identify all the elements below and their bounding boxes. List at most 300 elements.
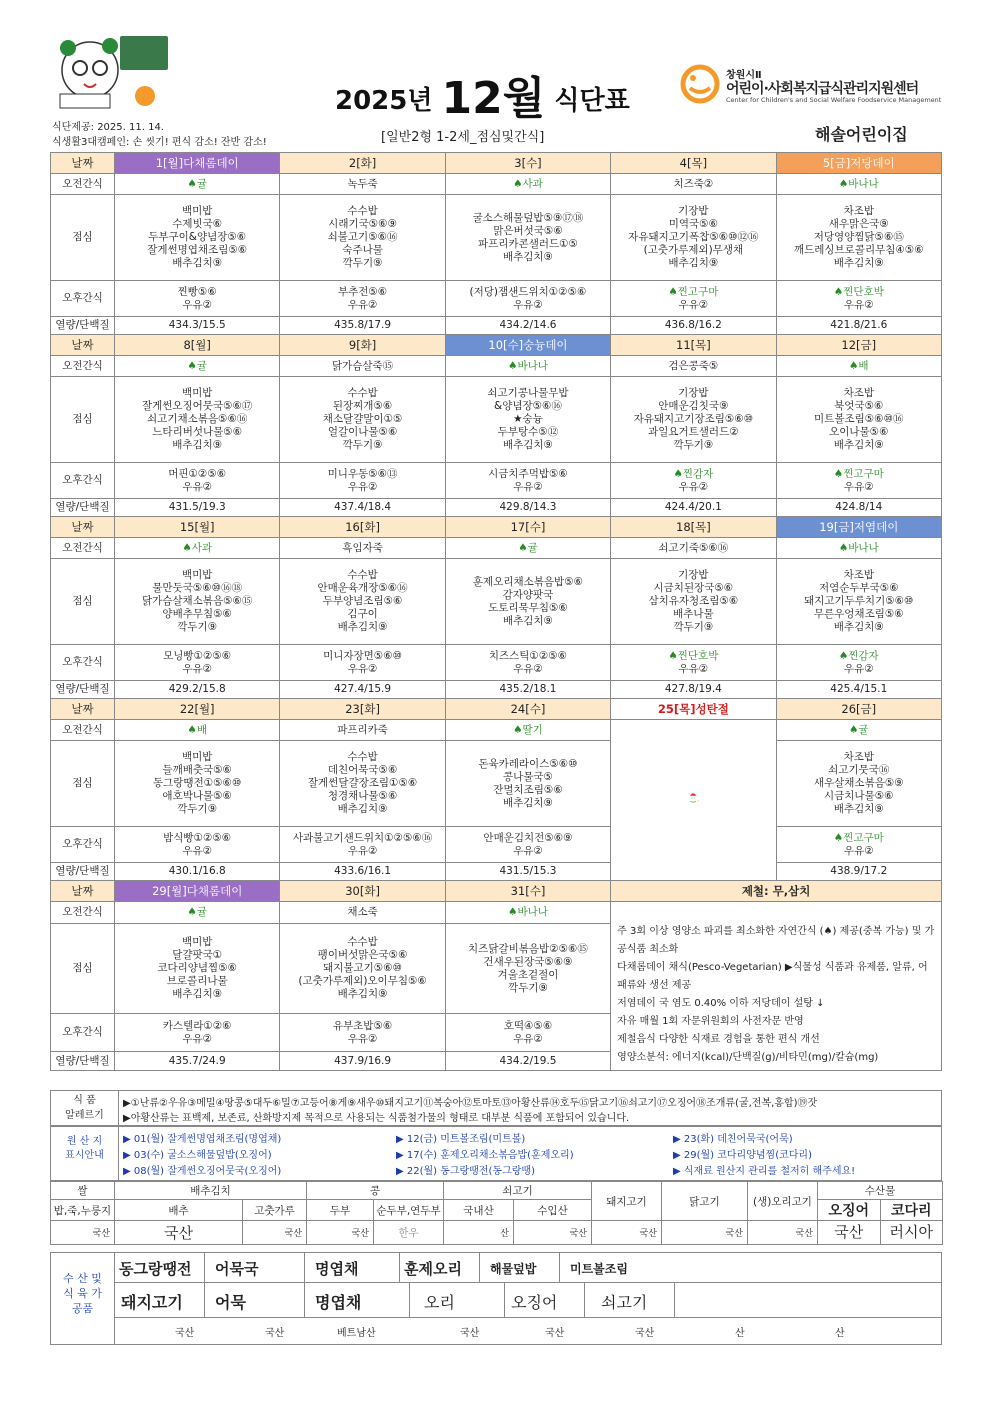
proc-val: 국산	[265, 1328, 285, 1339]
menu-item: 물만둣국⑤⑥⑩⑯⑱	[152, 582, 243, 594]
pm-snack	[776, 463, 941, 499]
menu-table	[50, 152, 942, 1071]
lunch-menu	[115, 924, 280, 1014]
am-snack-label: 오전간식	[51, 720, 115, 741]
calorie-value: 437.9/16.9	[280, 1052, 445, 1071]
snack-item: 시금치주먹밥⑤⑥	[488, 467, 568, 480]
menu-item: 감자양팟국	[502, 588, 554, 601]
lunch-menu	[280, 741, 445, 827]
menu-item: 잘게썬달걀장조림①⑤⑥	[307, 777, 418, 789]
snack-item: ♠찐단호박	[668, 649, 719, 662]
snack-item: 유부초밥⑤⑥	[332, 1019, 393, 1032]
day-header: 1[월]다채롬데이	[115, 153, 280, 174]
am-snack: ♠사과	[445, 174, 610, 195]
lunch-menu	[611, 559, 776, 645]
menu-item: 잘게썬명엽채조림⑤⑥	[147, 244, 248, 256]
pm-snack	[611, 281, 776, 317]
snowman-icon	[612, 790, 774, 810]
proc-name2: 쇠고기	[585, 1283, 675, 1317]
proc-name2: 돼지고기	[115, 1283, 205, 1317]
ing-val: 국산	[662, 1221, 748, 1245]
menu-item: 들깨배춧국⑤⑥	[162, 764, 232, 776]
proc-name2: 명엽채	[305, 1283, 410, 1317]
menu-item: ★숭늉	[513, 413, 543, 425]
day-header: 29[월]다채롬데이	[115, 881, 280, 902]
menu-type: [일반2형 1-2세_점심및간식]	[381, 130, 545, 145]
menu-item: 새우살채소볶음⑤⑨	[813, 777, 904, 789]
menu-item: 과일요거트샐러드②	[648, 426, 739, 438]
menu-item: 달걀팟국①	[172, 949, 223, 962]
menu-item: &양념장⑤⑥⑯	[494, 400, 562, 412]
snack-item: 우유②	[182, 844, 213, 857]
calorie-value: 429.2/15.8	[115, 681, 280, 699]
menu-item: 안매운육개장⑤⑥⑯	[317, 582, 408, 594]
menu-item: 콩나물국⑤	[502, 770, 553, 783]
menu-item: 파프리카콘샐러드①⑤	[477, 237, 578, 250]
day-header: 26[금]	[776, 699, 941, 720]
ing-head: 닭고기	[662, 1182, 748, 1221]
pm-snack-label: 오후간식	[51, 645, 115, 681]
day-header: 8[월]	[115, 335, 280, 356]
day-header: 23[화]	[280, 699, 445, 720]
school-name: 해솔어린이집	[815, 125, 908, 144]
menu-item: 기장밥	[678, 205, 709, 217]
menu-item: 두부탕수⑤⑫	[497, 426, 559, 438]
lunch-label: 점심	[51, 559, 115, 645]
pm-snack	[115, 281, 280, 317]
menu-item: 백미밥	[181, 387, 213, 399]
menu-item: 배추김치⑨	[502, 250, 553, 263]
day-header: 25[목]성탄절	[611, 699, 776, 720]
ing-sub: 배추	[115, 1200, 243, 1221]
snack-item: 우유②	[678, 480, 709, 493]
menu-item: 배추김치⑨	[833, 621, 884, 633]
snack-item: 미니자장면⑤⑥⑩	[323, 649, 403, 662]
menu-item: 배추김치⑨	[337, 621, 388, 633]
day-header: 16[화]	[280, 517, 445, 538]
page-header	[0, 0, 992, 150]
proc-name2: 어묵	[205, 1283, 305, 1317]
origin-info	[50, 1126, 942, 1181]
lunch-menu	[280, 377, 445, 463]
snack-item: 우유②	[182, 298, 213, 311]
menu-item: 돼지고기두루치기⑤⑥⑩	[804, 595, 914, 607]
snack-item: 우유②	[347, 844, 378, 857]
snack-item: 우유②	[513, 662, 543, 675]
menu-item: 쇠고기뭇국⑯	[828, 764, 890, 776]
menu-item: 삼치유자청조림⑤⑥	[648, 595, 739, 607]
menu-item: 백미밥	[181, 751, 213, 763]
snack-item: 우유②	[347, 298, 378, 311]
ing-val: 국산	[748, 1221, 818, 1245]
lunch-menu	[280, 195, 445, 281]
ing-head: 콩	[307, 1182, 444, 1200]
campaign-text: 식생활3대캠페인: 손 씻기! 편식 감소! 잔반 감소!	[52, 137, 267, 148]
ing-val: 국산	[115, 1221, 243, 1245]
pm-snack	[776, 645, 941, 681]
pm-snack	[280, 281, 445, 317]
menu-item: 차조밥	[843, 751, 874, 763]
day-header: 10[수]숭늉데이	[445, 335, 610, 356]
calorie-value: 424.4/20.1	[611, 499, 776, 517]
am-snack: 흑임자죽	[280, 538, 445, 559]
ing-val: 국산	[592, 1221, 662, 1245]
snack-item: 우유②	[347, 662, 378, 675]
snack-item: ♠찐고구마	[833, 467, 884, 480]
menu-item: 배추김치⑨	[502, 614, 553, 627]
menu-item: 무른우엉채조림⑤⑥	[813, 608, 904, 620]
proc-name: 미트볼조림	[570, 1262, 628, 1276]
ing-val: 국산	[307, 1221, 374, 1245]
ingredient-origin-table	[50, 1181, 943, 1245]
pm-snack	[280, 1014, 445, 1052]
snack-item: 우유②	[843, 480, 874, 493]
am-snack: ♠바나나	[445, 356, 610, 377]
snack-item: 안매운김치전⑤⑥⑨	[483, 831, 573, 844]
allergy-label: 식 품 알레르기	[51, 1091, 119, 1125]
day-header: 17[수]	[445, 517, 610, 538]
menu-item: 배추김치⑨	[833, 803, 884, 815]
menu-item: 청경채나물⑤⑥	[327, 790, 398, 802]
origin-item: ▶ 08(월) 잘게썬오징어뭇국(오징어)	[123, 1166, 282, 1177]
proc-val: 국산	[545, 1328, 565, 1339]
menu-item: 양배추무침⑤⑥	[162, 608, 232, 620]
lunch-menu	[776, 741, 941, 827]
menu-item: 수제빗국⑥	[172, 218, 223, 230]
menu-item: 배추김치⑨	[668, 257, 719, 269]
proc-val: 산	[735, 1328, 745, 1339]
menu-item: 잔멸치조림⑤⑥	[493, 783, 563, 796]
am-snack: ♠바나나	[776, 538, 941, 559]
lunch-menu	[115, 377, 280, 463]
menu-item: 닭가슴살채소볶음⑤⑥⑮	[141, 595, 253, 607]
lunch-menu	[115, 195, 280, 281]
menu-item: 배추김치⑨	[337, 988, 388, 1001]
pm-snack	[776, 827, 941, 863]
lunch-menu	[280, 924, 445, 1014]
pm-snack-label: 오후간식	[51, 827, 115, 863]
snack-item: 우유②	[513, 298, 543, 311]
origin-item: ▶ 22(월) 동그랑땡전(동그랑땡)	[396, 1166, 535, 1177]
lunch-menu	[280, 559, 445, 645]
ing-sub: 고춧가루	[243, 1200, 307, 1221]
calorie-value: 424.8/14	[776, 499, 941, 517]
day-header: 31[수]	[445, 881, 610, 902]
snack-item: ♠찐단호박	[833, 285, 884, 298]
lunch-menu	[115, 559, 280, 645]
menu-item: 배추김치⑨	[502, 439, 553, 451]
ing-head: 쇠고기	[444, 1182, 592, 1200]
calorie-label: 열량/단백질	[51, 317, 115, 335]
calorie-value: 435.8/17.9	[280, 317, 445, 335]
chef-mascot-icon	[50, 30, 170, 112]
pm-snack	[445, 645, 610, 681]
am-snack: ♠사과	[115, 538, 280, 559]
calorie-value: 431.5/19.3	[115, 499, 280, 517]
lunch-menu	[776, 559, 941, 645]
menu-item: 수수밥	[347, 751, 378, 763]
processed-label: 수 산 및 식 육 가공품	[51, 1253, 115, 1344]
am-snack: ♠귤	[776, 720, 941, 741]
menu-item: 수수밥	[347, 387, 378, 399]
note-item: 자유 매월 1회 자문위원회의 사전자문 반영	[617, 1016, 804, 1027]
allergy-note: ▶아황산류는 표백제, 보존료, 산화방지제 목적으로 사용되는 식품첨가물의 형태로 대부분 식품에 포함되어 있습니다.	[123, 1113, 630, 1124]
snack-item: 우유②	[513, 844, 543, 857]
am-snack: 녹두죽	[280, 174, 445, 195]
menu-item: 치즈닭갈비볶음밥②⑤⑥⑮	[468, 942, 588, 955]
pm-snack	[445, 827, 610, 863]
menu-item: 차조밥	[843, 205, 874, 217]
menu-item: 미역국⑤⑥	[668, 218, 718, 230]
day-header: 24[수]	[445, 699, 610, 720]
day-header: 5[금]저당데이	[776, 153, 941, 174]
pm-snack	[611, 645, 776, 681]
ing-sub: 두부	[307, 1200, 374, 1221]
menu-item: 기장밥	[678, 569, 709, 581]
menu-item: 새우맑은국⑨	[828, 218, 889, 230]
menu-item: 깍두기⑨	[508, 981, 548, 994]
menu-item: 훈제오리채소볶음밥⑤⑥	[472, 575, 584, 588]
menu-item: 쇠고기콩나물무밥	[487, 387, 569, 399]
snack-item: 우유②	[182, 480, 213, 493]
snack-item: 부추전⑤⑥	[337, 285, 388, 298]
day-header: 2[화]	[280, 153, 445, 174]
calorie-value: 434.2/14.6	[445, 317, 610, 335]
proc-val: 베트남산	[337, 1328, 376, 1339]
snack-item: 우유②	[678, 298, 709, 311]
pm-snack-label: 오후간식	[51, 281, 115, 317]
center-logo-icon	[680, 64, 720, 104]
ing-val: 산	[444, 1221, 514, 1245]
date-label: 날짜	[51, 699, 115, 720]
lunch-menu	[445, 924, 610, 1014]
menu-item: 팽이버섯맑은국⑤⑥	[317, 949, 408, 962]
calorie-value: 438.9/17.2	[776, 863, 941, 881]
calorie-value: 434.2/19.5	[445, 1052, 610, 1071]
origin-label: 원 산 지 표시안내	[51, 1127, 119, 1180]
note-item: 영양소분석: 에너지(kcal)/단백질(g)/비타민(mg)/칼슘(mg)	[617, 1052, 879, 1063]
calorie-value: 427.4/15.9	[280, 681, 445, 699]
menu-item: 쇠고기채소볶음⑤⑥⑯	[147, 413, 248, 425]
ing-head: 수산물	[818, 1182, 943, 1200]
day-header: 3[수]	[445, 153, 610, 174]
pm-snack	[115, 827, 280, 863]
allergy-info	[50, 1090, 942, 1126]
menu-item: (고춧가루제외)오이무침⑤⑥	[298, 975, 427, 988]
menu-item: 두부양념조림⑤⑥	[322, 595, 403, 607]
menu-item: 안매운김칫국⑨	[658, 400, 729, 412]
menu-item: 깍두기⑨	[342, 257, 383, 269]
menu-item: 숙주나물	[342, 244, 383, 256]
menu-item: 코다리양념찜⑤⑥	[157, 962, 238, 975]
pm-snack-label: 오후간식	[51, 463, 115, 499]
menu-item: 수수밥	[347, 569, 378, 581]
pm-snack	[280, 827, 445, 863]
menu-item: 시래기국⑤⑥⑨	[328, 218, 397, 230]
ing-val: 한우	[374, 1221, 444, 1245]
day-header: 11[목]	[611, 335, 776, 356]
pm-snack	[611, 463, 776, 499]
menu-item: 자유돼지고기장조림⑤⑥⑩	[633, 413, 754, 425]
menu-item: 수수밥	[347, 936, 378, 949]
lunch-label: 점심	[51, 924, 115, 1014]
snack-item: 우유②	[678, 662, 709, 675]
menu-item: 시금치된장국⑤⑥	[653, 582, 734, 594]
am-snack: ♠바나나	[776, 174, 941, 195]
menu-item: 브로콜리나물	[166, 975, 228, 988]
proc-name: 동그랑땡전	[115, 1253, 205, 1282]
snack-item: ♠찐감자	[673, 467, 714, 480]
snack-item: 우유②	[347, 480, 378, 493]
page-title: 2025년 12월 식단표	[335, 73, 630, 124]
origin-item: ▶ 03(수) 굴소스해물덮밥(오징어)	[123, 1150, 272, 1161]
am-snack: ♠배	[115, 720, 280, 741]
lunch-menu	[611, 195, 776, 281]
menu-item: 돈육카레라이스⑤⑥⑩	[478, 757, 578, 770]
menu-item: 데친어묵국⑤⑥	[327, 764, 398, 776]
ing-head: 쌀	[51, 1182, 115, 1200]
notes-panel	[611, 902, 942, 1071]
menu-item: 백미밥	[181, 205, 213, 217]
note-item: 저염데이 국 염도 0.40% 이하 저당데이 설탕 ↓	[617, 998, 825, 1009]
day-header: 15[월]	[115, 517, 280, 538]
ing-val: 국산	[51, 1221, 115, 1245]
menu-item: 쇠불고기⑤⑥⑯	[327, 231, 398, 243]
lunch-menu	[445, 195, 610, 281]
calorie-value: 430.1/16.8	[115, 863, 280, 881]
origin-item: ▶ 17(수) 훈제오리채소볶음밥(훈제오리)	[396, 1150, 574, 1161]
menu-item: 배추김치⑨	[172, 988, 223, 1001]
menu-item: 김구이	[347, 608, 378, 620]
ing-val: 러시아	[889, 1223, 933, 1241]
calorie-label: 열량/단백질	[51, 499, 115, 517]
day-header: 22[월]	[115, 699, 280, 720]
menu-item: 깍두기⑨	[177, 803, 218, 815]
menu-item: 백미밥	[181, 569, 213, 581]
proc-name: 어묵국	[205, 1253, 305, 1282]
pm-snack-label: 오후간식	[51, 1014, 115, 1052]
pm-snack	[776, 281, 941, 317]
ing-sub: 코다리	[890, 1203, 932, 1219]
day-header: 18[목]	[611, 517, 776, 538]
snack-item: 치즈스틱①②⑤⑥	[488, 649, 568, 662]
menu-item: 저당영양찜닭⑤⑥⑮	[813, 231, 904, 243]
lunch-menu	[445, 741, 610, 827]
am-snack: 채소죽	[280, 902, 445, 924]
menu-item: 배추김치⑨	[172, 257, 223, 269]
lunch-menu	[776, 377, 941, 463]
am-snack: 쇠고기죽⑤⑥⑯	[611, 538, 776, 559]
ing-head: (생)오리고기	[748, 1182, 818, 1221]
proc-val: 국산	[460, 1328, 480, 1339]
am-snack-label: 오전간식	[51, 538, 115, 559]
snack-item: ♠찐고구마	[833, 831, 884, 844]
calorie-label: 열량/단백질	[51, 863, 115, 881]
pm-snack	[280, 463, 445, 499]
origin-item: ▶ 23(화) 데친어묵국(어묵)	[673, 1134, 793, 1145]
day-header: 30[화]	[280, 881, 445, 902]
calorie-value: 435.7/24.9	[115, 1052, 280, 1071]
pm-snack	[280, 645, 445, 681]
snack-item: 찐빵⑤⑥	[177, 285, 217, 298]
origin-item: ▶ 12(금) 미트볼조림(미트볼)	[396, 1134, 526, 1145]
menu-item: 돼지불고기⑤⑥⑩	[323, 962, 403, 975]
menu-item: 깍두기⑨	[177, 621, 218, 633]
menu-item: 기장밥	[678, 387, 709, 399]
menu-item: 채소달걀말이①⑤	[322, 413, 403, 425]
menu-item: 애호박나물⑤⑥	[162, 790, 232, 802]
note-item: 주 3회 이상 영양소 파괴를 최소화한 자연간식 (♠) 제공(중복 가능) 및 가공식품 최소화	[617, 926, 935, 955]
calorie-value: 427.8/19.4	[611, 681, 776, 699]
calorie-value: 425.4/15.1	[776, 681, 941, 699]
menu-item: 된장찌개⑤⑥	[332, 400, 393, 412]
calorie-value: 421.8/21.6	[776, 317, 941, 335]
date-label: 날짜	[51, 881, 115, 902]
snack-item: 밤식빵①②⑤⑥	[163, 831, 232, 844]
menu-item: 차조밥	[843, 387, 874, 399]
menu-item: 잘게썬오징어뭇국⑤⑥⑰	[141, 400, 253, 412]
menu-item: 미트볼조림⑤⑥⑩⑯	[814, 413, 904, 425]
lunch-menu	[776, 195, 941, 281]
menu-item: 굴소스해물덮밥⑤⑨⑰⑱	[472, 211, 584, 224]
ing-head: 돼지고기	[592, 1182, 662, 1221]
menu-item: 건새우된장국⑤⑥⑨	[483, 955, 573, 968]
lunch-menu	[611, 377, 776, 463]
snack-item: 모닝빵①②⑤⑥	[163, 649, 232, 662]
snack-item: 머핀①②⑤⑥	[168, 467, 227, 480]
note-item: 다채롬데이 채식(Pesco-Vegetarian) ▶식물성 식품과 유제품, 알류, 어패류와 생선 제공	[617, 962, 928, 991]
snack-item: ♠찐고구마	[668, 285, 719, 298]
menu-item: 배추나물	[673, 608, 714, 620]
proc-name2: 오리	[410, 1283, 505, 1317]
proc-val: 국산	[635, 1328, 655, 1339]
seasonal-banner: 제철: 무,삼치	[611, 881, 942, 902]
ing-val: 국산	[818, 1221, 881, 1244]
lunch-label: 점심	[51, 741, 115, 827]
menu-item: 오이나물⑤⑥	[829, 426, 889, 438]
am-snack: ♠귤	[115, 174, 280, 195]
menu-item: 자유돼지고기폭찹⑤⑥⑩⑫⑯	[628, 231, 759, 243]
origin-item: ▶ 01(월) 잘게썬명엽채조림(명엽채)	[123, 1134, 282, 1145]
snack-item: 카스텔라①②⑥	[162, 1019, 232, 1032]
snack-item: 사과불고기샌드위치①②⑤⑥⑯	[292, 831, 433, 844]
christmas-cell	[611, 720, 776, 881]
pm-snack	[445, 1014, 610, 1052]
date-label: 날짜	[51, 335, 115, 356]
proc-name: 해물덮밥	[480, 1253, 560, 1282]
menu-item: 동그랑땡전①⑤⑥⑩	[153, 777, 242, 789]
menu-item: 얼갈이나물⑤⑥	[327, 426, 398, 438]
am-snack-label: 오전간식	[51, 902, 115, 924]
ing-val: 국산	[514, 1221, 592, 1245]
menu-item: 도토리묵무침⑤⑥	[488, 601, 568, 614]
snack-item: 우유②	[843, 844, 874, 857]
menu-item: 북엇국⑤⑥	[834, 400, 884, 412]
am-snack: 검은콩죽⑤	[611, 356, 776, 377]
ing-sub: 오징어	[818, 1200, 881, 1220]
snack-item: 호떡④⑤⑥	[503, 1019, 553, 1032]
pm-snack	[115, 463, 280, 499]
menu-item: (고춧가루제외)무생채	[643, 244, 744, 256]
am-snack: 파프리카죽	[280, 720, 445, 741]
ing-sub: 국내산	[444, 1200, 514, 1221]
calorie-value: 436.8/16.2	[611, 317, 776, 335]
calorie-value: 433.6/16.1	[280, 863, 445, 881]
menu-item: 깍두기⑨	[673, 439, 714, 451]
proc-name: 훈제오리	[400, 1253, 480, 1282]
note-item: 제철음식 다양한 식재료 경험을 통한 편식 개선	[617, 1034, 820, 1045]
snack-item: ♠찐감자	[838, 649, 879, 662]
